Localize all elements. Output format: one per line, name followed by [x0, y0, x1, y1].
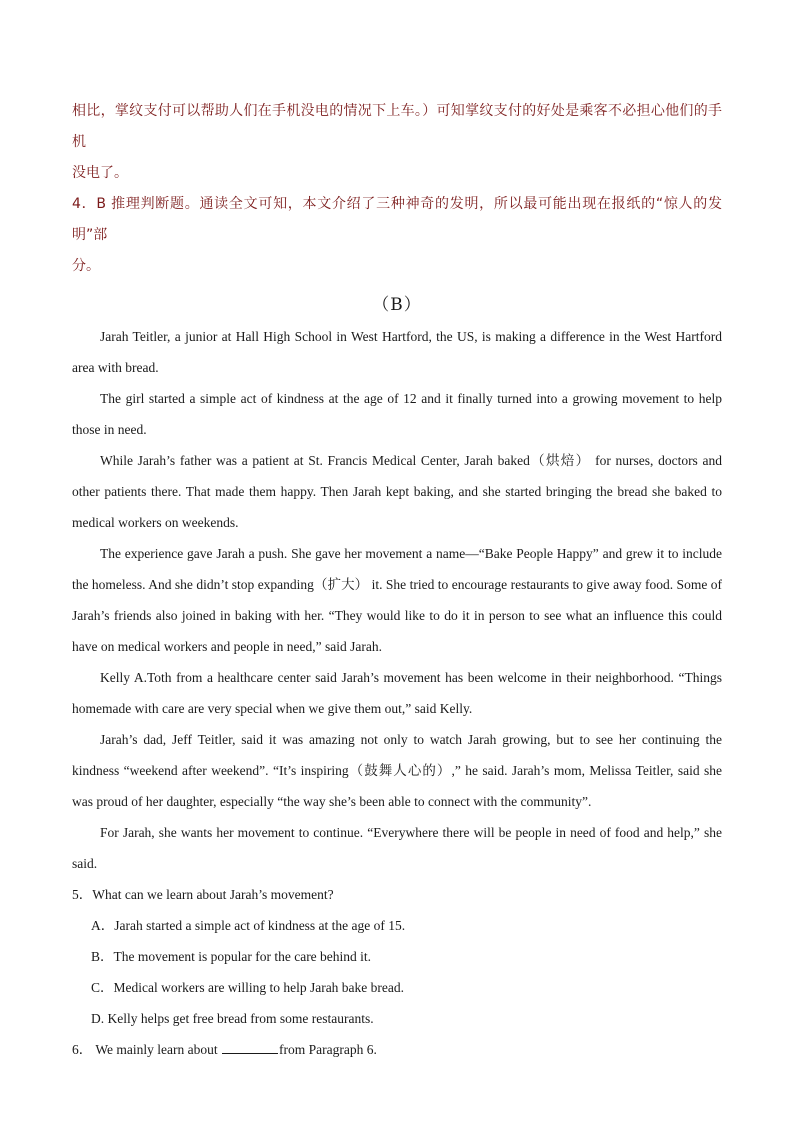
- section-title: （B）: [372, 295, 422, 315]
- passage-paragraph-3: While Jarah’s father was a patient at St. Francis Medical Center, Jarah baked（烘焙） for nurses, doctors and other patients there. That made them happy. Then Jarah kept baking, and she started bringing the bread she baked to medical workers on weekends.: [72, 453, 722, 530]
- question-6-stem-before: 6． We mainly learn about: [72, 1042, 218, 1057]
- document-page: [72, 96, 722, 1065]
- answer-4-line-2: 分。: [72, 258, 100, 274]
- passage-paragraph-4: The experience gave Jarah a push. She gave her movement a name—“Bake People Happy” and grew it to include the homeless. And she didn’t stop expanding（扩大） it. She tried to encourage restaurants to give away food. Some of Jarah’s friends also joined in baking with her. “They would like to do it in person to see what an influence this could have on medical workers and people in need,” said Jarah.: [72, 546, 722, 654]
- answer-blank: [222, 1041, 278, 1054]
- question-6-stem-after: from Paragraph 6.: [279, 1042, 377, 1057]
- answer-3-explanation: [72, 96, 722, 189]
- answer-4-explanation: [72, 189, 722, 282]
- answer-3-line-1: 相比，掌纹支付可以帮助人们在手机没电的情况下上车。）可知掌纹支付的好处是乘客不必担心他们的手机: [72, 103, 722, 150]
- answer-4-line-1: 4．B 推理判断题。通读全文可知，本文介绍了三种神奇的发明，所以最可能出现在报纸的“惊人的发明”部: [72, 196, 722, 243]
- question-5-option-a: A．Jarah started a simple act of kindness at the age of 15.: [91, 918, 406, 933]
- question-6-stem: [72, 1034, 722, 1065]
- question-5-stem: 5．What can we learn about Jarah’s movement?: [72, 887, 334, 902]
- question-5-option-b: B．The movement is popular for the care behind it.: [91, 949, 372, 964]
- question-5-option-c: C．Medical workers are willing to help Jarah bake bread.: [91, 980, 405, 995]
- passage-paragraph-7: For Jarah, she wants her movement to continue. “Everywhere there will be people in need of food and help,” she said.: [72, 825, 722, 871]
- passage-paragraph-5: Kelly A.Toth from a healthcare center said Jarah’s movement has been welcome in their neighborhood. “Things homemade with care are very special when we give them out,” said Kelly.: [72, 670, 722, 716]
- passage-paragraph-1: Jarah Teitler, a junior at Hall High School in West Hartford, the US, is making a difference in the West Hartford area with bread.: [72, 329, 722, 375]
- passage-paragraph-2: The girl started a simple act of kindness at the age of 12 and it finally turned into a growing movement to help those in need.: [72, 391, 722, 437]
- question-5-option-d: D. Kelly helps get free bread from some restaurants.: [91, 1011, 374, 1026]
- answer-3-line-2: 没电了。: [72, 165, 128, 181]
- passage-paragraph-6: Jarah’s dad, Jeff Teitler, said it was amazing not only to watch Jarah growing, but to see her continuing the kindness “weekend after weekend”. “It’s inspiring（鼓舞人心的）,” he said. Jarah’s mom, Melissa Teitler, said she was proud of her daughter, especially “the way she’s been able to connect with the community”.: [72, 732, 722, 809]
